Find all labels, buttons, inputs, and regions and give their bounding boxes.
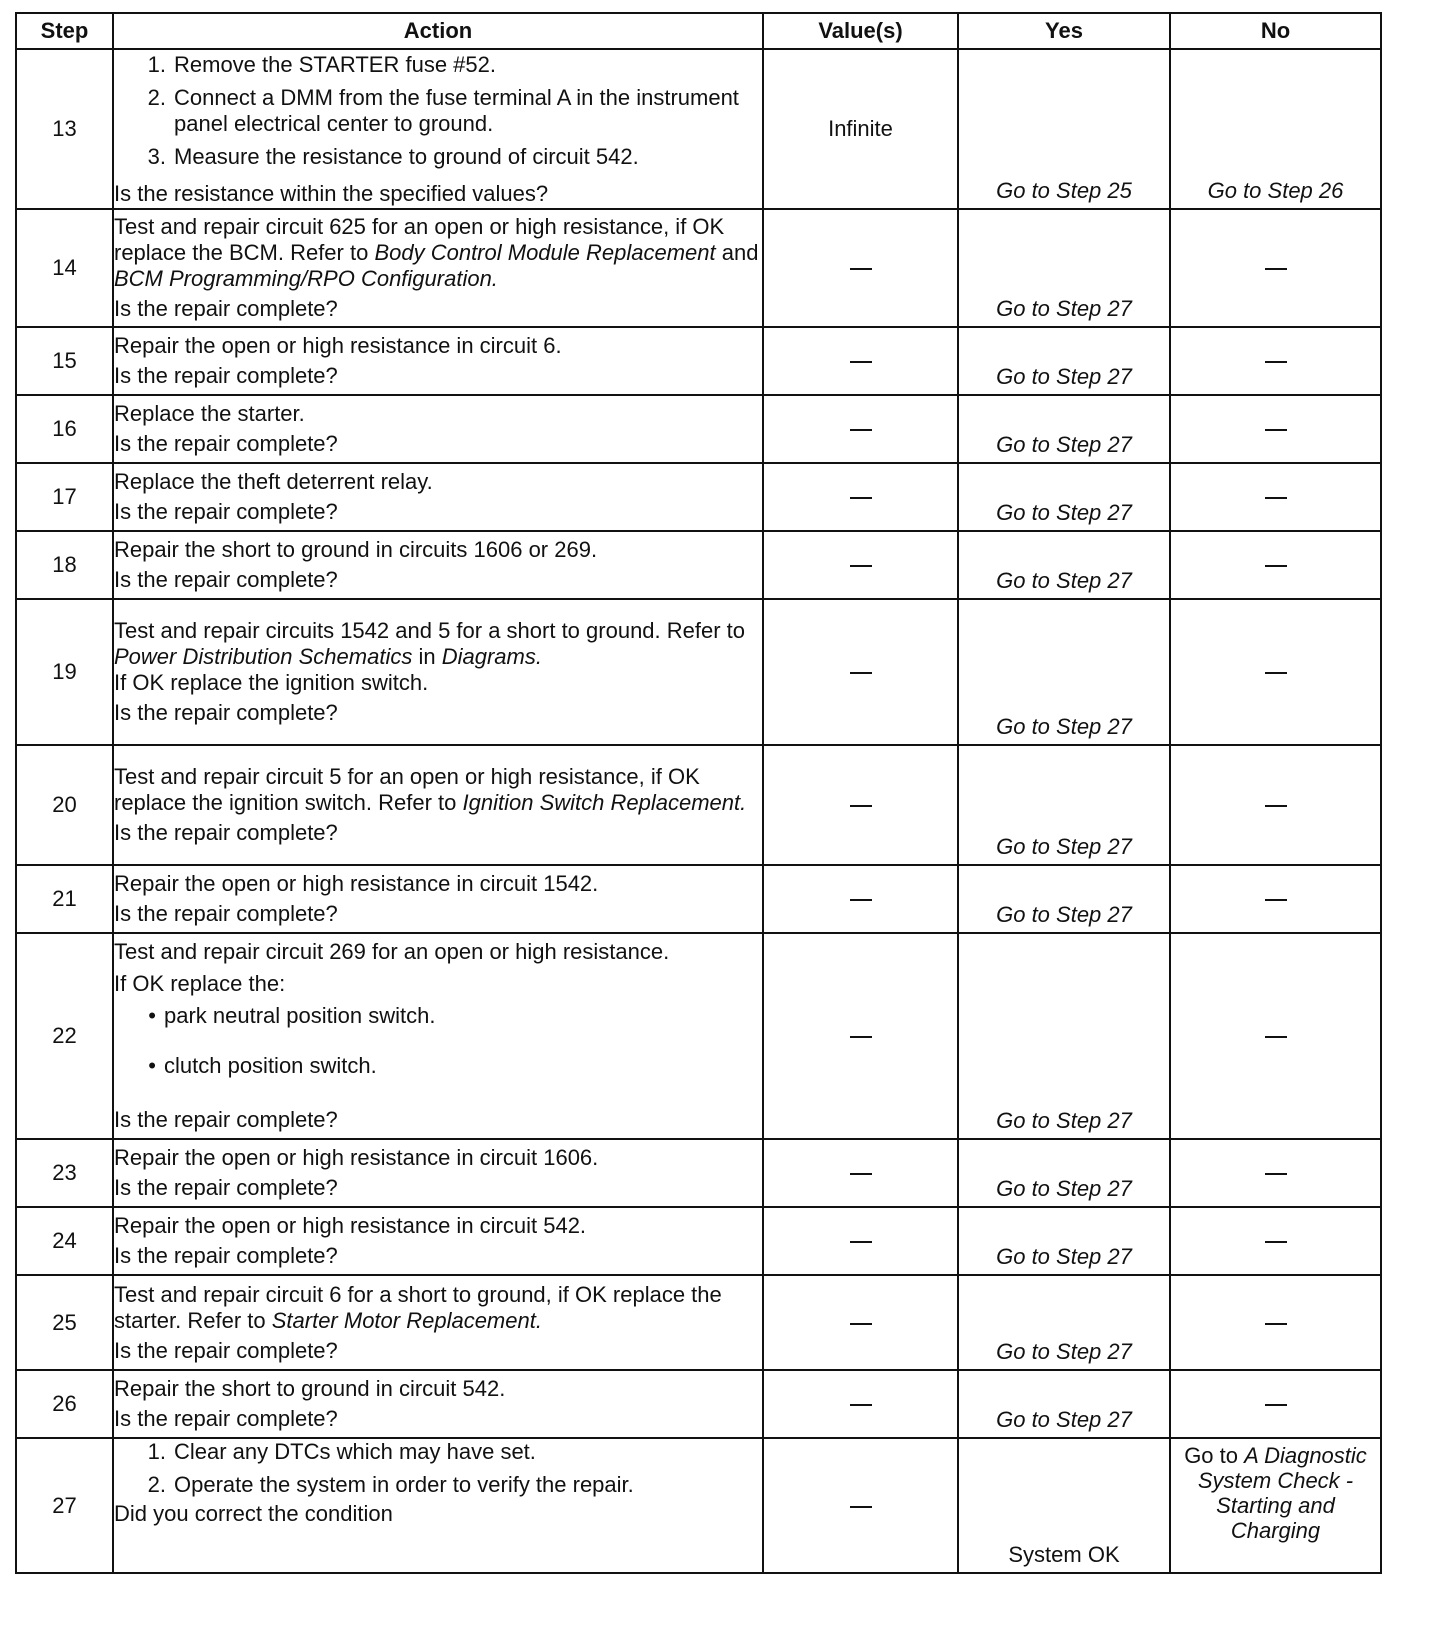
- table-row: [16, 1370, 1381, 1438]
- list-text: clutch position switch.: [164, 1053, 377, 1078]
- step-number: 13: [16, 49, 113, 209]
- yes-cell: [958, 865, 1170, 933]
- header-step: Step: [16, 13, 113, 49]
- dash-mark: [850, 565, 872, 567]
- value-cell: [763, 209, 958, 327]
- no-cell: [1170, 463, 1381, 531]
- action-text-part: in: [412, 644, 442, 669]
- step-number: 18: [16, 531, 113, 599]
- list-text: Remove the STARTER fuse #52.: [174, 51, 496, 77]
- dash-mark: [1265, 1241, 1287, 1243]
- action-question: Did you correct the condition: [114, 1501, 393, 1526]
- yes-cell: [958, 531, 1170, 599]
- dash-mark: [1265, 1404, 1287, 1406]
- list-item: [114, 85, 762, 137]
- table-row: [16, 599, 1381, 745]
- no-cell: [1170, 933, 1381, 1139]
- action-text-part: Test and repair circuits 1542 and 5 for a short to ground. Refer to: [114, 618, 746, 643]
- header-no: No: [1170, 13, 1381, 49]
- action-text: Repair the short to ground in circuits 1606 or 269.: [114, 537, 598, 562]
- action-question: Is the repair complete?: [114, 901, 338, 926]
- dash-mark: [1265, 805, 1287, 807]
- dash-mark: [850, 1323, 872, 1325]
- step-number: 19: [16, 599, 113, 745]
- action-text: Repair the open or high resistance in circuit 1606.: [114, 1145, 599, 1170]
- table-row: [16, 1139, 1381, 1207]
- step-number: 27: [16, 1438, 113, 1573]
- value-cell: [763, 1438, 958, 1573]
- header-row: [16, 13, 1381, 49]
- dash-mark: [850, 805, 872, 807]
- action-question: Is the repair complete?: [114, 700, 338, 725]
- dash-mark: [850, 1241, 872, 1243]
- reference-link: Diagrams.: [441, 644, 542, 669]
- dash-mark: [1265, 1173, 1287, 1175]
- yes-goto: Go to Step 27: [996, 1244, 1132, 1269]
- action-text: Repair the open or high resistance in circuit 6.: [114, 333, 562, 358]
- no-cell: [1170, 745, 1381, 865]
- numbered-list: [114, 52, 762, 177]
- no-goto: [1171, 1439, 1380, 1547]
- yes-goto: Go to Step 27: [996, 568, 1132, 593]
- table-row: [16, 745, 1381, 865]
- action-text-part: Test and repair circuit 625 for an open or high resistance, if OK replace the BCM. Refer to: [114, 214, 725, 265]
- list-item: [114, 144, 762, 170]
- yes-cell: [958, 1275, 1170, 1370]
- action-question: Is the repair complete?: [114, 363, 338, 388]
- step-number: 23: [16, 1139, 113, 1207]
- yes-goto: Go to Step 27: [996, 834, 1132, 859]
- action-cell: [113, 209, 763, 327]
- list-number: 3.: [147, 143, 166, 169]
- value-cell: [763, 395, 958, 463]
- list-number: 2.: [147, 1472, 166, 1497]
- reference-link: Body Control Module Replacement: [374, 240, 716, 265]
- dash-mark: [850, 899, 872, 901]
- value-cell: [763, 745, 958, 865]
- action-text: [114, 214, 762, 292]
- list-text: Clear any DTCs which may have set.: [174, 1439, 536, 1464]
- value-cell: [763, 531, 958, 599]
- yes-cell: [958, 933, 1170, 1139]
- value-cell: [763, 1370, 958, 1438]
- action-cell: [113, 395, 763, 463]
- action-cell: [113, 327, 763, 395]
- table-row: [16, 395, 1381, 463]
- action-text: Repair the open or high resistance in circuit 542.: [114, 1213, 587, 1238]
- list-item: [114, 1053, 762, 1079]
- bullet-list: [114, 1003, 762, 1079]
- dash-mark: [1265, 429, 1287, 431]
- list-text: Operate the system in order to verify the repair.: [174, 1472, 634, 1497]
- list-item: [114, 1472, 762, 1498]
- dash-mark: [1265, 672, 1287, 674]
- action-cell: [113, 531, 763, 599]
- value-cell: [763, 327, 958, 395]
- reference-link: A Diagnostic System Check - Starting and Charging: [1197, 1443, 1367, 1543]
- list-number: 2.: [147, 84, 166, 110]
- action-question: Is the repair complete?: [114, 499, 338, 524]
- value-cell: [763, 933, 958, 1139]
- action-text-part: Test and repair circuit 6 for a short to ground, if OK replace the starter. Refer to: [114, 1281, 722, 1333]
- table-row: [16, 865, 1381, 933]
- action-text-part: If OK replace the:: [114, 971, 286, 996]
- action-cell: [113, 933, 763, 1139]
- no-cell: [1170, 395, 1381, 463]
- yes-goto: Go to Step 25: [996, 178, 1132, 203]
- action-cell: [113, 1370, 763, 1438]
- yes-cell: [958, 1139, 1170, 1207]
- no-cell: [1170, 209, 1381, 327]
- action-question: Is the repair complete?: [114, 820, 338, 845]
- yes-cell: [958, 1370, 1170, 1438]
- no-cell: [1170, 49, 1381, 209]
- value-cell: Infinite: [763, 49, 958, 209]
- step-number: 20: [16, 745, 113, 865]
- no-cell: [1170, 1139, 1381, 1207]
- action-question: Is the repair complete?: [114, 567, 338, 592]
- action-question: Is the repair complete?: [114, 431, 338, 456]
- yes-cell: [958, 1207, 1170, 1275]
- no-cell: [1170, 531, 1381, 599]
- action-text-part: Test and repair circuit 5 for an open or high resistance, if OK replace the ignition switch. Refer to: [114, 764, 700, 815]
- list-text: Connect a DMM from the fuse terminal A in the instrument panel electrical center to ground.: [174, 84, 739, 136]
- step-number: 22: [16, 933, 113, 1139]
- dash-mark: [850, 1404, 872, 1406]
- action-text-part: and: [715, 240, 759, 265]
- list-item: [114, 52, 762, 78]
- action-text: [114, 939, 762, 1103]
- dash-mark: [850, 1506, 872, 1508]
- no-cell: [1170, 599, 1381, 745]
- table-row: [16, 933, 1381, 1139]
- yes-goto: Go to Step 27: [996, 500, 1132, 525]
- action-cell: [113, 49, 763, 209]
- action-question: Is the repair complete?: [114, 1175, 338, 1200]
- no-cell: [1170, 865, 1381, 933]
- action-cell: [113, 1275, 763, 1370]
- action-cell: [113, 1438, 763, 1573]
- yes-goto: Go to Step 27: [996, 1108, 1132, 1133]
- yes-goto: Go to Step 27: [996, 364, 1132, 389]
- action-question: Is the repair complete?: [114, 1107, 338, 1132]
- action-question: Is the repair complete?: [114, 1337, 338, 1363]
- no-cell: [1170, 1275, 1381, 1370]
- bullet-icon: •: [148, 1003, 156, 1028]
- value-cell: [763, 1275, 958, 1370]
- yes-goto: Go to Step 27: [996, 296, 1132, 321]
- numbered-list: [114, 1439, 762, 1498]
- list-number: 1.: [147, 51, 166, 77]
- no-cell: [1170, 1207, 1381, 1275]
- yes-cell: [958, 463, 1170, 531]
- step-number: 21: [16, 865, 113, 933]
- yes-cell: [958, 395, 1170, 463]
- yes-cell: [958, 327, 1170, 395]
- yes-cell: [958, 209, 1170, 327]
- value-cell: [763, 463, 958, 531]
- no-cell: [1170, 1370, 1381, 1438]
- dash-mark: [850, 429, 872, 431]
- table-row: [16, 1275, 1381, 1370]
- yes-goto: Go to Step 27: [996, 902, 1132, 927]
- value-cell: [763, 865, 958, 933]
- action-text: Repair the open or high resistance in circuit 1542.: [114, 871, 599, 896]
- table-row: [16, 327, 1381, 395]
- value-cell: [763, 1139, 958, 1207]
- action-question: Is the repair complete?: [114, 1406, 338, 1431]
- yes-goto: Go to Step 27: [996, 1407, 1132, 1432]
- yes-cell: [958, 599, 1170, 745]
- no-goto: Go to Step 26: [1207, 178, 1344, 203]
- dash-mark: [1265, 1036, 1287, 1038]
- no-cell: [1170, 327, 1381, 395]
- list-item: [114, 1439, 762, 1465]
- dash-mark: [850, 361, 872, 363]
- step-number: 24: [16, 1207, 113, 1275]
- reference-link: Power Distribution Schematics: [114, 644, 413, 669]
- action-cell: [113, 463, 763, 531]
- yes-goto: Go to Step 27: [996, 714, 1132, 739]
- diagnostic-table: [15, 12, 1382, 1574]
- action-text: Repair the short to ground in circuit 542.: [114, 1376, 506, 1401]
- dash-mark: [1265, 268, 1287, 270]
- header-value: Value(s): [763, 13, 958, 49]
- step-number: 17: [16, 463, 113, 531]
- list-item: [114, 1003, 762, 1029]
- action-text: Replace the starter.: [114, 401, 305, 426]
- reference-link: BCM Programming/RPO Configuration.: [114, 266, 498, 291]
- yes-cell: [958, 1438, 1170, 1573]
- step-number: 16: [16, 395, 113, 463]
- reference-link: Starter Motor Replacement.: [271, 1307, 542, 1333]
- dash-mark: [850, 1036, 872, 1038]
- table-row: [16, 463, 1381, 531]
- list-text: Measure the resistance to ground of circuit 542.: [174, 143, 639, 169]
- dash-mark: [1265, 899, 1287, 901]
- reference-link: Ignition Switch Replacement.: [462, 790, 747, 815]
- dash-mark: [850, 672, 872, 674]
- no-goto-prefix: Go to: [1184, 1443, 1245, 1468]
- table-row: [16, 1438, 1381, 1573]
- yes-goto: Go to Step 27: [996, 1339, 1132, 1364]
- yes-goto: Go to Step 27: [996, 432, 1132, 457]
- table-row: [16, 1207, 1381, 1275]
- action-cell: [113, 1139, 763, 1207]
- action-cell: [113, 745, 763, 865]
- list-text: park neutral position switch.: [164, 1003, 436, 1028]
- action-text-part: If OK replace the ignition switch.: [114, 670, 429, 695]
- table-row: [16, 49, 1381, 209]
- dash-mark: [1265, 361, 1287, 363]
- step-number: 26: [16, 1370, 113, 1438]
- dash-mark: [850, 268, 872, 270]
- table-row: [16, 209, 1381, 327]
- header-yes: Yes: [958, 13, 1170, 49]
- action-text-part: Test and repair circuit 269 for an open or high resistance.: [114, 939, 670, 964]
- yes-goto: Go to Step 27: [996, 1176, 1132, 1201]
- action-text: [114, 1282, 762, 1334]
- action-question: Is the repair complete?: [114, 296, 338, 321]
- dash-mark: [1265, 565, 1287, 567]
- action-cell: [113, 599, 763, 745]
- dash-mark: [1265, 1323, 1287, 1325]
- dash-mark: [850, 497, 872, 499]
- action-text: Replace the theft deterrent relay.: [114, 469, 433, 494]
- yes-cell: [958, 745, 1170, 865]
- dash-mark: [850, 1173, 872, 1175]
- step-number: 25: [16, 1275, 113, 1370]
- dash-mark: [1265, 497, 1287, 499]
- value-cell: [763, 599, 958, 745]
- action-text: [114, 618, 762, 696]
- action-text: [114, 764, 762, 816]
- header-action: Action: [113, 13, 763, 49]
- step-number: 15: [16, 327, 113, 395]
- list-number: 1.: [147, 1439, 166, 1464]
- no-cell: [1170, 1438, 1381, 1573]
- action-cell: [113, 1207, 763, 1275]
- action-question: Is the resistance within the specified values?: [114, 180, 549, 206]
- yes-goto: System OK: [1008, 1542, 1120, 1567]
- action-question: Is the repair complete?: [114, 1243, 338, 1268]
- action-cell: [113, 865, 763, 933]
- bullet-icon: •: [148, 1053, 156, 1078]
- step-number: 14: [16, 209, 113, 327]
- value-cell: [763, 1207, 958, 1275]
- yes-cell: [958, 49, 1170, 209]
- table-row: [16, 531, 1381, 599]
